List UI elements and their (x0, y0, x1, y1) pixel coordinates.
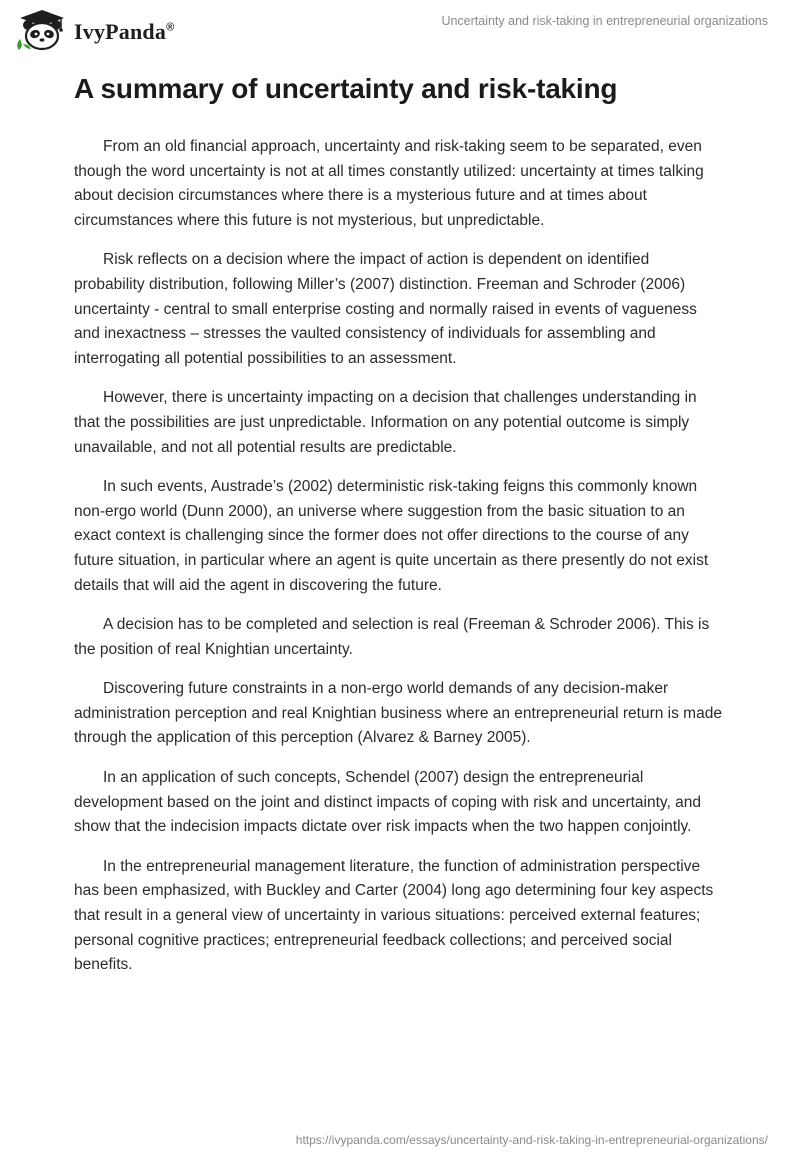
paragraph: In the entrepreneurial management literature, the function of administration perspective has been emphasized, with Buckley and Carter (2004) long ago determining four key aspects that result in a general view of uncertainty in various situations: perceived external features; personal cognitive practices; entrepreneurial feedback collections; and perceived social benefits. (74, 857, 714, 974)
paragraph: Risk reflects on a decision where the impact of action is dependent on identified probability distribution, following Miller’s (2007) distinction. Freeman and Schroder (2006) uncertainty - central to small enterprise costing and normally raised in events of vagueness and inexactness – stresses the vaulted consistency of individuals for assembling and interrogating all potential possibilities to an assessment. (74, 251, 697, 367)
brand-logo-text[interactable] (74, 19, 174, 45)
paragraph: From an old financial approach, uncertainty and risk-taking seem to be separated, even though the word uncertainty is not at all times constantly utilized: uncertainty at times talking about decision circumstances where there is a mysterious future and at times about circumstances where this future is not mysterious, but unpredictable. (74, 138, 704, 229)
article-body (74, 135, 722, 993)
brand-name: IvyPanda (74, 19, 167, 44)
paragraph: In an application of such concepts, Schendel (2007) design the entrepreneurial development based on the joint and distinct impacts of coping with risk and uncertainty, and show that the indecision impacts dictate over risk impacts when the two happen conjointly. (74, 769, 701, 836)
paragraph: Discovering future constraints in a non-ergo world demands of any decision-maker administration perception and real Knightian business where an entrepreneurial return is made through the application of this perception (Alvarez & Barney 2005). (74, 680, 722, 747)
document-title: Uncertainty and risk-taking in entrepreneurial organizations (441, 14, 768, 28)
paragraph: In such events, Austrade’s (2002) deterministic risk-taking feigns this commonly known non-ergo world (Dunn 2000), an universe where suggestion from the basic situation to an exact context is challenging since the former does not offer directions to the course of any future situation, in particular where an agent is quite uncertain as there presently do not exist details that will aid the agent in discovering the future. (74, 478, 709, 594)
panda-logo-icon[interactable] (14, 9, 70, 51)
page-header (0, 0, 800, 60)
page-title: A summary of uncertainty and risk-taking (74, 73, 618, 104)
paragraph: However, there is uncertainty impacting on a decision that challenges understanding in that the possibilities are just unpredictable. Information on any potential outcome is simply unavailable, and not all potential results are predictable. (74, 389, 697, 456)
registered-mark: ® (166, 21, 175, 34)
source-url[interactable]: https://ivypanda.com/essays/uncertainty-and-risk-taking-in-entrepreneurial-organizations/ (295, 1133, 768, 1147)
paragraph: A decision has to be completed and selection is real (Freeman & Schroder 2006). This is the position of real Knightian uncertainty. (74, 616, 710, 658)
